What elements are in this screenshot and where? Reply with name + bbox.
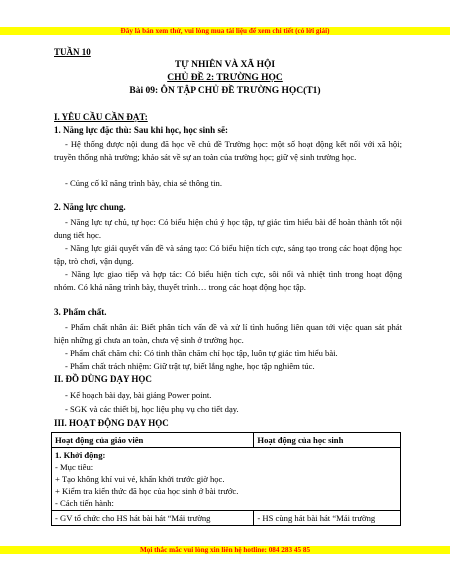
table-header-row: [52, 433, 401, 448]
section1-sub1-para1: - Hệ thống được nội dung đã học về chủ đề Trường học: một số hoạt động kết nối với xã hội; truyền thống nhà trường; khảo sát về sự an toàn của trường học; giữ vệ sinh trường học.: [54, 139, 402, 162]
section2-heading: II. ĐỒ DÙNG DẠY HỌC: [54, 374, 152, 384]
section2-para2: - SGK và các thiết bị, học liệu phụ vụ cho tiết dạy.: [65, 404, 239, 414]
section1-sub3-para1: - Phẩm chất nhân ái: Biết phân tích vấn đề và xử lí tình huống liên quan tới việc quan sát phát hiện những gì chưa an toàn, chưa vệ sinh ở trường học.: [54, 322, 402, 345]
lesson-title: Bài 09: ÔN TẬP CHỦ ĐỀ TRƯỜNG HỌC(T1): [129, 86, 321, 96]
warmup-line-1: - Mục tiêu:: [55, 462, 94, 472]
section1-sub2-para3: - Năng lực giao tiếp và hợp tác: Có biểu hiện tích cực, sôi nổi và nhiệt tình trong hoạt động nhóm. Có khả năng trình bày, thuyết trình… trong các hoạt động học tập.: [54, 269, 402, 292]
section1-sub3-para3: - Phẩm chất trách nhiệm: Giữ trật tự, biết lắng nghe, học tập nghiêm túc.: [65, 361, 315, 371]
topic-title: CHỦ ĐỀ 2: TRƯỜNG HỌC: [167, 73, 283, 83]
warmup-cell: [52, 448, 401, 511]
week-label: TUẦN 10: [54, 47, 91, 57]
warmup-line-3: + Kiểm tra kiến thức đã học của học sinh ở bài trước.: [55, 486, 239, 496]
section2-para1: - Kế hoạch bài dạy, bài giảng Power point.: [65, 390, 212, 400]
section1-sub2-para2: - Năng lực giải quyết vấn đề và sáng tạo: Có biểu hiện tích cực, sáng tạo trong các hoạt động học tập, trò chơi, vận dụng.: [54, 243, 402, 266]
table-row: [52, 511, 401, 526]
teacher-activity-cell: - GV tổ chức cho HS hát bài hát “Mái trường: [52, 511, 254, 526]
teacher-column-header: Hoạt động của giáo viên: [52, 433, 254, 448]
section1-sub2-heading: 2. Năng lực chung.: [54, 202, 126, 212]
hotline-banner: [0, 546, 450, 554]
warmup-line-4: - Cách tiến hành:: [55, 498, 114, 508]
section1-sub3-heading: 3. Phẩm chất.: [54, 307, 107, 317]
hotline-text: Mọi thắc mắc vui lòng xin liên hệ hotline: 084 283 45 85: [139, 546, 311, 554]
preview-notice-text: Đây là bản xem thử, vui lòng mua tài liệu để xem chi tiết (có lời giải): [120, 27, 330, 35]
activities-table: [51, 432, 401, 526]
subject-title: TỰ NHIÊN VÀ XÃ HỘI: [174, 60, 276, 70]
preview-notice-banner: [0, 27, 450, 35]
warmup-title: 1. Khởi động:: [55, 450, 106, 460]
section1-sub1-para2: - Củng cố kĩ năng trình bày, chia sẻ thông tin.: [65, 178, 222, 188]
warmup-line-2: + Tạo không khí vui vẻ, khấn khởi trước giờ học.: [55, 474, 225, 484]
table-row: [52, 448, 401, 511]
section1-sub2-para1: - Năng lực tự chủ, tự học: Có biểu hiện chú ý học tập, tự giác tìm hiểu bài để hoàn thành tốt nội dung tiết học.: [54, 217, 402, 240]
section1-sub3-para2: - Phẩm chất chăm chỉ: Có tinh thần chăm chỉ học tập, luôn tự giác tìm hiểu bài.: [65, 348, 338, 358]
section3-heading: III. HOẠT ĐỘNG DẠY HỌC: [54, 418, 169, 428]
section1-heading: I. YÊU CẦU CẦN ĐẠT:: [54, 112, 148, 122]
student-column-header: Hoạt động của học sinh: [254, 433, 401, 448]
section1-sub1-heading: 1. Năng lực đặc thù: Sau khi học, học sinh sẽ:: [54, 125, 228, 135]
student-activity-cell: - HS cùng hát bài hát “Mái trường: [254, 511, 401, 526]
